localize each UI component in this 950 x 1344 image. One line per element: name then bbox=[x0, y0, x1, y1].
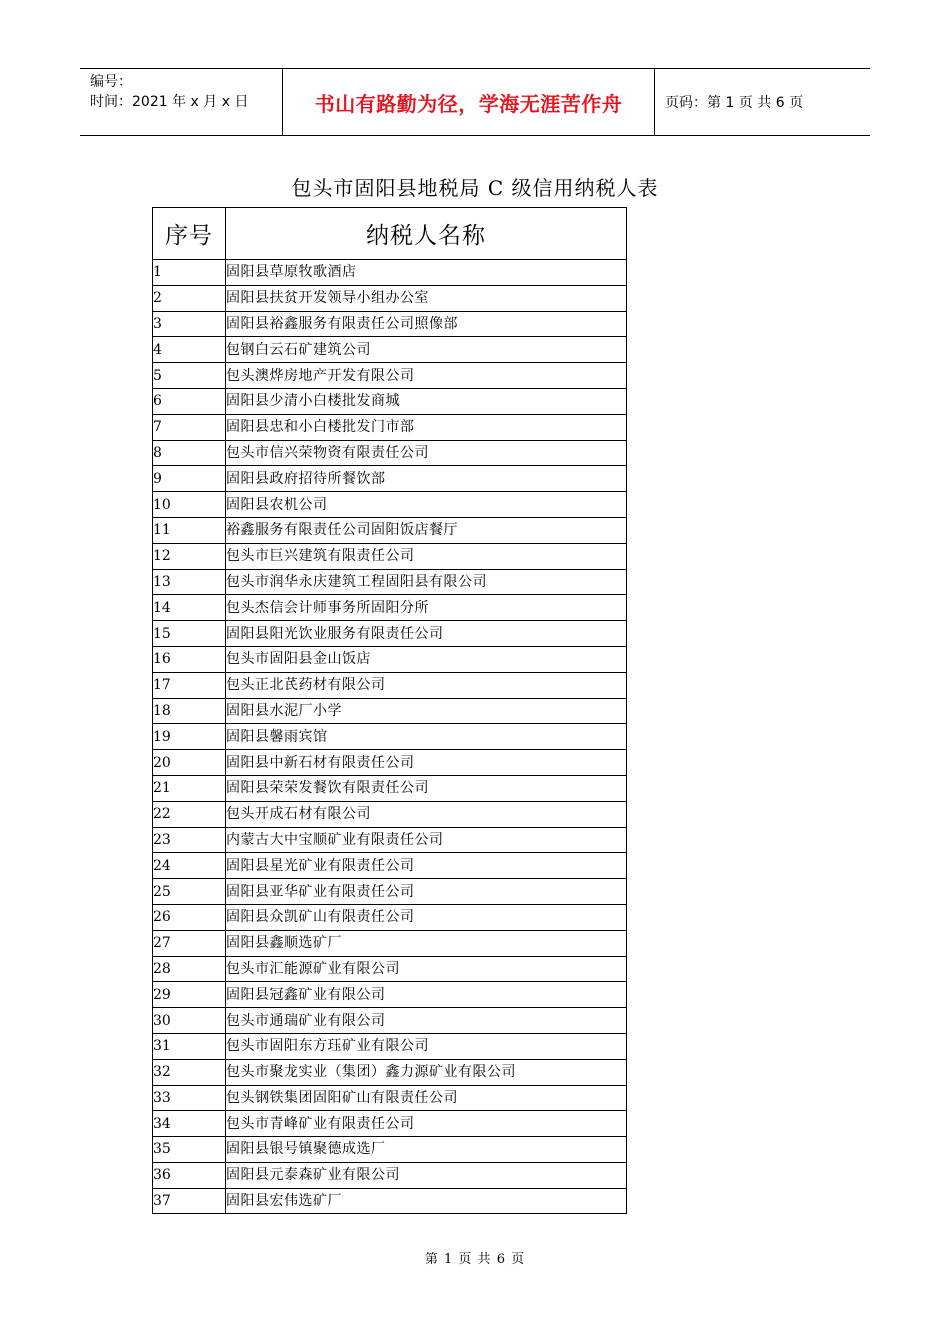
table-row bbox=[153, 1111, 627, 1137]
table-row bbox=[153, 466, 627, 492]
table-row bbox=[153, 853, 627, 879]
table-body bbox=[153, 260, 627, 1214]
row-name-cell: 包钢白云石矿建筑公司 bbox=[226, 337, 627, 363]
row-name-cell: 固阳县元泰森矿业有限公司 bbox=[226, 1162, 627, 1188]
taxpayer-table bbox=[152, 207, 627, 1214]
row-seq-cell: 29 bbox=[153, 982, 226, 1008]
row-seq-cell: 8 bbox=[153, 440, 226, 466]
row-seq-cell: 12 bbox=[153, 543, 226, 569]
row-name-cell: 固阳县少清小白楼批发商城 bbox=[226, 388, 627, 414]
row-seq-cell: 34 bbox=[153, 1111, 226, 1137]
row-name-cell: 固阳县水泥厂小学 bbox=[226, 698, 627, 724]
table-row bbox=[153, 260, 627, 286]
row-seq-cell: 22 bbox=[153, 801, 226, 827]
row-name-cell: 固阳县鑫顺选矿厂 bbox=[226, 930, 627, 956]
row-name-cell: 包头市聚龙实业（集团）鑫力源矿业有限公司 bbox=[226, 1059, 627, 1085]
row-name-cell: 包头市信兴荣物资有限责任公司 bbox=[226, 440, 627, 466]
row-seq-cell: 36 bbox=[153, 1162, 226, 1188]
row-seq-cell: 31 bbox=[153, 1033, 226, 1059]
row-name-cell: 固阳县众凯矿山有限责任公司 bbox=[226, 904, 627, 930]
table-row bbox=[153, 492, 627, 518]
table-row bbox=[153, 904, 627, 930]
table-row bbox=[153, 1059, 627, 1085]
header-motto: 书山有路勤为径，学海无涯苦作舟 bbox=[283, 69, 655, 135]
table-row bbox=[153, 595, 627, 621]
table-row bbox=[153, 1137, 627, 1163]
row-name-cell: 固阳县中新石材有限责任公司 bbox=[226, 750, 627, 776]
row-name-cell: 包头市青峰矿业有限责任公司 bbox=[226, 1111, 627, 1137]
table-row bbox=[153, 517, 627, 543]
row-name-cell: 固阳县宏伟选矿厂 bbox=[226, 1188, 627, 1214]
row-seq-cell: 26 bbox=[153, 904, 226, 930]
row-seq-cell: 27 bbox=[153, 930, 226, 956]
row-seq-cell: 14 bbox=[153, 595, 226, 621]
row-seq-cell: 17 bbox=[153, 672, 226, 698]
row-seq-cell: 24 bbox=[153, 853, 226, 879]
row-seq-cell: 15 bbox=[153, 621, 226, 647]
row-name-cell: 包头钢铁集团固阳矿山有限责任公司 bbox=[226, 1085, 627, 1111]
table-row bbox=[153, 801, 627, 827]
table-row bbox=[153, 311, 627, 337]
table-row bbox=[153, 388, 627, 414]
table-row bbox=[153, 672, 627, 698]
row-name-cell: 包头澳烨房地产开发有限公司 bbox=[226, 363, 627, 389]
row-seq-cell: 35 bbox=[153, 1137, 226, 1163]
row-name-cell: 包头市固阳东方珏矿业有限公司 bbox=[226, 1033, 627, 1059]
row-name-cell: 固阳县银号镇聚德成选厂 bbox=[226, 1137, 627, 1163]
row-seq-cell: 33 bbox=[153, 1085, 226, 1111]
row-seq-cell: 23 bbox=[153, 827, 226, 853]
row-seq-cell: 9 bbox=[153, 466, 226, 492]
row-name-cell: 固阳县亚华矿业有限责任公司 bbox=[226, 879, 627, 905]
row-name-cell: 固阳县政府招待所餐饮部 bbox=[226, 466, 627, 492]
table-row bbox=[153, 414, 627, 440]
table-row bbox=[153, 363, 627, 389]
row-name-cell: 包头市汇能源矿业有限公司 bbox=[226, 956, 627, 982]
row-name-cell: 固阳县星光矿业有限责任公司 bbox=[226, 853, 627, 879]
row-name-cell: 固阳县草原牧歌酒店 bbox=[226, 260, 627, 286]
row-name-cell: 内蒙古大中宝顺矿业有限责任公司 bbox=[226, 827, 627, 853]
row-name-cell: 固阳县忠和小白楼批发门市部 bbox=[226, 414, 627, 440]
row-seq-cell: 6 bbox=[153, 388, 226, 414]
table-row bbox=[153, 621, 627, 647]
table-row bbox=[153, 646, 627, 672]
row-seq-cell: 1 bbox=[153, 260, 226, 286]
table-row bbox=[153, 698, 627, 724]
table-row bbox=[153, 750, 627, 776]
table-row bbox=[153, 775, 627, 801]
row-seq-cell: 10 bbox=[153, 492, 226, 518]
row-name-cell: 固阳县扶贫开发领导小组办公室 bbox=[226, 285, 627, 311]
row-seq-cell: 20 bbox=[153, 750, 226, 776]
row-name-cell: 固阳县阳光饮业服务有限责任公司 bbox=[226, 621, 627, 647]
table-row bbox=[153, 440, 627, 466]
table-row bbox=[153, 724, 627, 750]
table-row bbox=[153, 1188, 627, 1214]
page-footer: 第 1 页 共 6 页 bbox=[424, 1252, 526, 1267]
row-seq-cell: 25 bbox=[153, 879, 226, 905]
row-name-cell: 包头市润华永庆建筑工程固阳县有限公司 bbox=[226, 569, 627, 595]
row-name-cell: 固阳县冠鑫矿业有限公司 bbox=[226, 982, 627, 1008]
row-name-cell: 包头杰信会计师事务所固阳分所 bbox=[226, 595, 627, 621]
row-seq-cell: 19 bbox=[153, 724, 226, 750]
row-seq-cell: 5 bbox=[153, 363, 226, 389]
row-seq-cell: 18 bbox=[153, 698, 226, 724]
column-header-name: 纳税人名称 bbox=[226, 208, 627, 260]
table-row bbox=[153, 879, 627, 905]
table-row bbox=[153, 569, 627, 595]
column-header-seq: 序号 bbox=[153, 208, 226, 260]
document-time-label: 时间：2021 年 x 月 x 日 bbox=[90, 94, 249, 110]
row-seq-cell: 13 bbox=[153, 569, 226, 595]
table-row bbox=[153, 1162, 627, 1188]
table-header-row bbox=[153, 208, 627, 260]
page-header bbox=[80, 68, 870, 136]
row-name-cell: 固阳县农机公司 bbox=[226, 492, 627, 518]
row-seq-cell: 11 bbox=[153, 517, 226, 543]
row-seq-cell: 2 bbox=[153, 285, 226, 311]
row-name-cell: 固阳县馨雨宾馆 bbox=[226, 724, 627, 750]
table-row bbox=[153, 827, 627, 853]
table-row bbox=[153, 285, 627, 311]
row-name-cell: 固阳县裕鑫服务有限责任公司照像部 bbox=[226, 311, 627, 337]
row-name-cell: 包头正北芪药材有限公司 bbox=[226, 672, 627, 698]
row-seq-cell: 30 bbox=[153, 1008, 226, 1034]
row-seq-cell: 16 bbox=[153, 646, 226, 672]
row-seq-cell: 28 bbox=[153, 956, 226, 982]
table-row bbox=[153, 543, 627, 569]
row-name-cell: 固阳县荣荣发餐饮有限责任公司 bbox=[226, 775, 627, 801]
row-name-cell: 包头开成石材有限公司 bbox=[226, 801, 627, 827]
row-seq-cell: 7 bbox=[153, 414, 226, 440]
row-name-cell: 包头市巨兴建筑有限责任公司 bbox=[226, 543, 627, 569]
table-row bbox=[153, 1033, 627, 1059]
table-row bbox=[153, 337, 627, 363]
table-row bbox=[153, 956, 627, 982]
row-name-cell: 裕鑫服务有限责任公司固阳饭店餐厅 bbox=[226, 517, 627, 543]
table-row bbox=[153, 1085, 627, 1111]
table-row bbox=[153, 930, 627, 956]
header-meta bbox=[80, 69, 283, 135]
row-name-cell: 包头市通瑞矿业有限公司 bbox=[226, 1008, 627, 1034]
table-row bbox=[153, 982, 627, 1008]
table-row bbox=[153, 1008, 627, 1034]
row-seq-cell: 4 bbox=[153, 337, 226, 363]
header-page-number: 页码：第 1 页 共 6 页 bbox=[665, 95, 804, 111]
document-number-label: 编号： bbox=[90, 74, 132, 90]
row-seq-cell: 32 bbox=[153, 1059, 226, 1085]
document-title: 包头市固阳县地税局 C 级信用纳税人表 bbox=[291, 176, 659, 200]
row-name-cell: 包头市固阳县金山饭店 bbox=[226, 646, 627, 672]
row-seq-cell: 3 bbox=[153, 311, 226, 337]
row-seq-cell: 21 bbox=[153, 775, 226, 801]
row-seq-cell: 37 bbox=[153, 1188, 226, 1214]
